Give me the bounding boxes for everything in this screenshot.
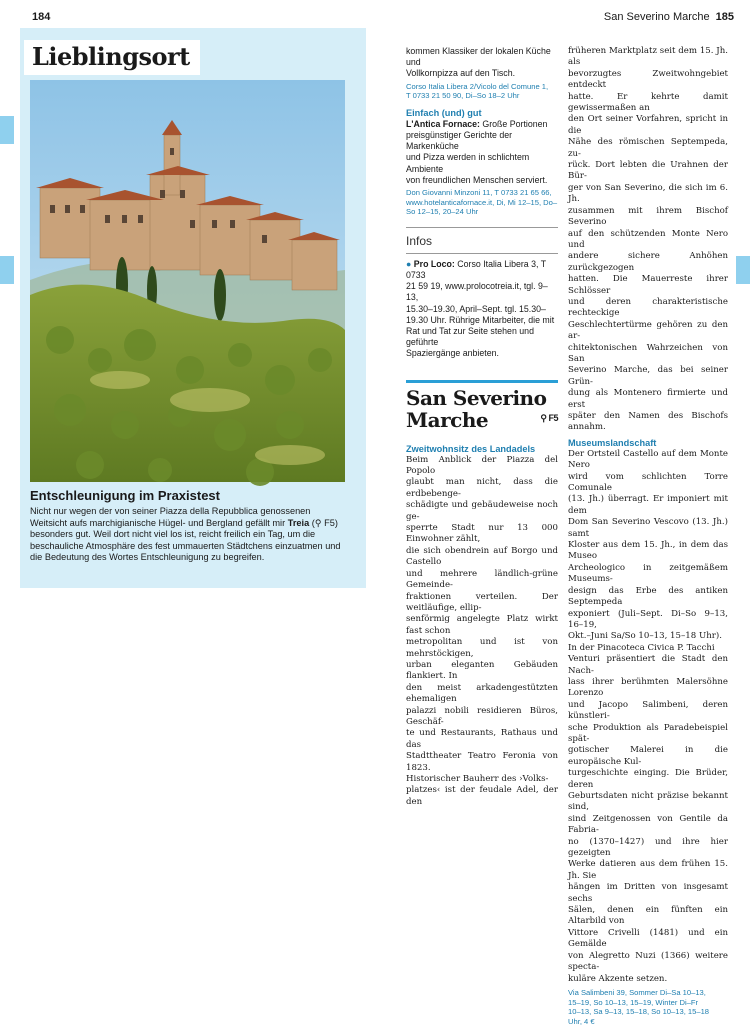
- text-line: turgeschichte einging. Die Brüder, deren: [568, 768, 728, 790]
- text-span: Corso Italia Libera 3, T 0733: [406, 258, 546, 280]
- address-line: Don Giovanni Minzoni 11, T 0733 21 65 66,: [406, 188, 552, 198]
- text-line: Venturi präsentiert die Stadt den Nach-: [568, 654, 728, 676]
- place-name: Treia: [287, 517, 310, 528]
- einfach-address: [406, 188, 558, 217]
- text-line: schädigte und gebäudeweise noch ge-: [406, 500, 558, 522]
- text-line: gotischer Malerei in die europäische Kul-: [568, 745, 728, 767]
- body-text: [568, 46, 728, 434]
- text-line: früheren Marktplatz seit dem 15. Jh. als: [568, 46, 728, 68]
- text-line: und Pizza werden in schlichtem Ambiente: [406, 152, 530, 174]
- address-line: So 12–15, 20–24 Uhr: [406, 207, 479, 217]
- text-line: fraktionen verteilen. Der weitläufige, ellip-: [406, 591, 558, 613]
- text-line: Sälen, denen ein fünften ein Altarbild von: [568, 905, 728, 927]
- text-line: auf den schützenden Monte Nero und: [568, 228, 728, 250]
- village-illustration: [30, 80, 345, 482]
- text-line: und deren charakteristische rechteckige: [568, 296, 728, 319]
- divider: [406, 253, 558, 254]
- text-line: Vittore Crivelli (1481) und ein Gemälde: [568, 927, 728, 950]
- text-line: In der Pinacoteca Civica P. Tacchi: [568, 642, 715, 653]
- section-heading: Einfach (und) gut: [406, 107, 482, 118]
- address-line: Corso Italia Libera 2/Vicolo del Comune 1,: [406, 81, 549, 91]
- text-line: andere sichere Anhöhen zurückgezogen: [568, 251, 728, 273]
- text-line: Der Ortsteil Castello auf dem Monte Nero: [568, 448, 728, 471]
- text-line: die sich obendrein auf Borgo und Castello: [406, 545, 558, 568]
- box-line: beschauliche Atmosphäre des fest ummauerten Städtchens einzuatmen und: [30, 540, 341, 551]
- text-line: palazzi nobili residieren Büros, Geschäf-: [406, 705, 558, 727]
- text-line: Geschlechtertürme gehören zu den ar-: [568, 319, 728, 342]
- einfach-text: [406, 119, 558, 186]
- text-line: 19.30 Uhr. Rührige Mitarbeiter, die mit: [406, 314, 555, 325]
- text-line: den Ort seiner Vorfahren, spricht in die: [568, 114, 728, 136]
- text-line: Kloster aus dem 15. Jh., in dem das Museo: [568, 540, 728, 562]
- text-line: glaubt man nicht, dass die erdbebenge-: [406, 477, 558, 499]
- proloco-text: [406, 259, 558, 360]
- box-line: die Bedeutung des Wortes Entschleunigung zu begreifen.: [30, 552, 265, 563]
- text-line: Severino Marche, das bei seiner Grün-: [568, 365, 728, 387]
- text-line: senförmig angelegte Platz wirkt fast schon: [406, 614, 558, 636]
- map-ref: [540, 407, 558, 429]
- address-line: 15–19, So 10–13, 15–19, Winter Di–Fr: [568, 997, 699, 1007]
- text-line: ger von San Severino, die sich im 6. Jh.: [568, 182, 728, 205]
- text-line: Historischer Bauherr des ›Volks-: [406, 774, 549, 784]
- text-line: urban eleganten Gebäuden flankiert. In: [406, 659, 558, 682]
- infos-heading: Infos: [406, 233, 433, 248]
- text-line: von Alegretto Nuzi (1366) weitere specta-: [568, 950, 728, 973]
- map-pin-icon: ⚲: [314, 517, 322, 528]
- box-text: [30, 506, 352, 564]
- box-line-text: Weitsicht aufs marchigianische Hügel- und Bergland gefällt mir: [30, 517, 286, 528]
- text-line: (13. Jh.) überragt. Er imponiert mit dem: [568, 494, 728, 516]
- map-pin-icon: ⚲: [540, 412, 547, 423]
- text-line: Geburtsdaten nicht präzise bekannt sind,: [568, 791, 728, 813]
- text-line: und mehrere ländlich-grüne Gemeinde-: [406, 568, 558, 591]
- village-photo: [30, 80, 345, 482]
- text-line: dung als Montenero firmierte und erst: [568, 388, 728, 410]
- text-line: kuläre Akzente setzen.: [568, 973, 668, 984]
- text-line: wird vom schlichten Torre Comunale: [568, 471, 728, 494]
- section-title: [406, 387, 558, 431]
- text-line: sind Zeitgenossen von Gentile da Fabria-: [568, 813, 728, 836]
- text-line: Okt.–Juni Sa/So 10–13, 15–18 Uhr).: [568, 631, 722, 642]
- info-name: Pro Loco:: [413, 258, 455, 269]
- text-line: preisgünstiger Gerichte der Markenküche: [406, 130, 513, 152]
- text-line: lass ihrer berühmten Malersöhne Lorenzo: [568, 676, 728, 699]
- text-line: platzes‹ ist der feudale Adel, der den: [406, 785, 558, 807]
- body-text: [406, 455, 558, 809]
- text-line: metropolitan und ist von mehrstöckigen,: [406, 637, 558, 659]
- text-line: von freundlichen Menschen serviert.: [406, 174, 548, 185]
- box-line: Weitsicht aufs marchigianische Hügel- und Bergland gefällt mir Treia (⚲ F5): [30, 517, 338, 528]
- column-a: [406, 46, 558, 808]
- column-b: [568, 46, 728, 1026]
- text-line: und Jacopo Salimbeni, deren künstleri-: [568, 699, 728, 722]
- museum-address: [568, 988, 728, 1026]
- text-line: Werke datieren aus dem frühen 15. Jh. Sie: [568, 859, 728, 881]
- address-line: Via Salimbeni 39, Sommer Di–Sa 10–13,: [568, 987, 706, 997]
- section-heading: Museumslandschaft: [568, 437, 657, 448]
- map-ref: F5: [324, 517, 335, 528]
- text-line: Nähe des römischen Septempeda, zu-: [568, 137, 728, 159]
- title-line: Marche: [406, 407, 489, 432]
- body-text: [568, 449, 728, 985]
- page-number: 184: [32, 11, 51, 23]
- text-line: rück. Dort lebten die Urahnen der Bür-: [568, 160, 728, 182]
- text-line: [406, 119, 558, 130]
- text-line: exponiert (Juli–Sept. Di–So 9–13, 16–19,: [568, 608, 728, 630]
- text-line: hängen im Dritten von insgesamt sechs: [568, 882, 728, 904]
- running-head-title: San Severino Marche: [603, 11, 710, 23]
- text-line: Spaziergänge anbieten.: [406, 348, 499, 359]
- text-line: Archeologico in zeitgemäßem Museums-: [568, 562, 728, 585]
- text-line: kommen Klassiker der lokalen Küche und: [406, 46, 551, 68]
- intro-address: [406, 82, 558, 101]
- left-page: [0, 0, 375, 588]
- page-headline: Lieblingsort: [24, 40, 200, 75]
- bullet-icon: ●: [406, 258, 412, 269]
- text-line: Beim Anblick der Piazza del Popolo: [406, 454, 558, 477]
- text-line: no (1370–1427) und ihre hier gezeigten: [568, 836, 728, 859]
- text-line: chitektonischen Wahrzeichen von San: [568, 342, 728, 364]
- box-line: besonders gut. Weil dort nicht viel los ist, reicht freilich ein Tag, um die: [30, 529, 316, 540]
- box-heading: Entschleunigung im Praxistest: [30, 488, 220, 503]
- text-span: Große Portionen: [479, 118, 548, 129]
- text-line: Rat und Tat zur Seite stehen und geführte: [406, 326, 534, 348]
- text-line: Dom San Severino Vescovo (13. Jh.) samt: [568, 517, 728, 539]
- text-line: sperrte Stadt nur 13 000 Einwohner zählt,: [406, 523, 558, 545]
- address-line: Uhr, 4 €: [568, 1016, 595, 1026]
- running-head: [604, 11, 734, 23]
- address-line: www.hotelanticafornace.it, Di, Mi 12–15, Do–: [406, 197, 558, 207]
- address-line: 10–13, Sa 9–13, 15–18, So 10–13, 15–18: [568, 1007, 710, 1017]
- section-rule: [406, 380, 558, 383]
- box-line: Nicht nur wegen der von seiner Piazza della Repubblica genossenen: [30, 506, 311, 516]
- text-line: [406, 259, 558, 281]
- text-line: te und Restaurants, Rathaus und das: [406, 728, 558, 750]
- text-line: design das Erbe des antiken Septempeda: [568, 585, 728, 608]
- text-line: Stadttheater Teatro Feronia von 1823.: [406, 751, 558, 773]
- section-heading: Zweitwohnsitz des Landadels: [406, 443, 536, 454]
- text-line: hatte. Er kehrte damit gewissermaßen an: [568, 91, 728, 114]
- intro-text: [406, 46, 558, 80]
- text-line: 21 59 19, www.prolocotreia.it, tgl. 9–13,: [406, 281, 548, 303]
- text-line: zusammen mit ihrem Bischof Severino: [568, 205, 728, 228]
- text-line: 15.30–19.30, April–Sept. tgl. 15.30–: [406, 303, 546, 314]
- thumb-tab: [736, 256, 750, 284]
- address-line: T 0733 21 50 90, Di–So 18–2 Uhr: [406, 91, 520, 101]
- text-line: bevorzugtes Zweitwohngebiet entdeckt: [568, 68, 728, 91]
- thumb-tab: [0, 256, 14, 284]
- text-line: später den Namen des Bischofs annahm.: [568, 411, 728, 433]
- text-line: Vollkornpizza auf den Tisch.: [406, 68, 516, 79]
- thumb-tab: [0, 116, 14, 144]
- text-line: den meist arkadengestützten ehemaligen: [406, 682, 558, 705]
- page-number: 185: [715, 11, 734, 23]
- map-ref-value: F5: [548, 412, 558, 423]
- title-line: San Severino: [406, 385, 547, 410]
- restaurant-name: L'Antica Fornace:: [406, 118, 480, 129]
- text-line: sche Produktion als Paradebeispiel spät-: [568, 722, 728, 744]
- text-line: hatten. Die Mauerreste ihrer Schlösser: [568, 274, 728, 296]
